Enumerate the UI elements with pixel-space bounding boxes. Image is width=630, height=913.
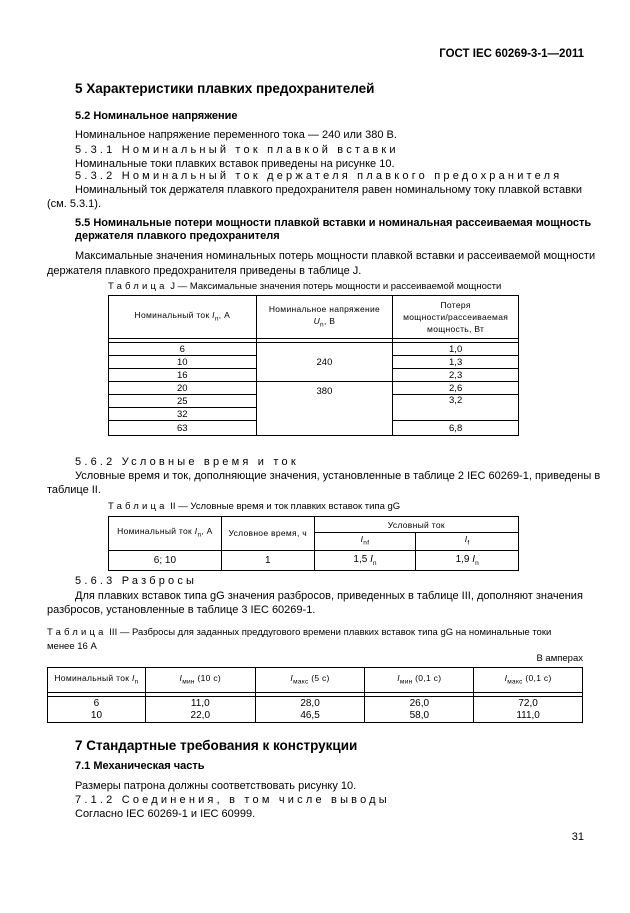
table-ii-caption: Таблица II — Условные время и ток плавких вставок типа gG (108, 501, 401, 512)
section-5-6-3-line2: разбросов, установленные в таблице 3 IEC 60269-1. (47, 604, 316, 616)
section-5-2-text: Номинальное напряжение переменного тока — 240 или 380 В. (75, 129, 397, 141)
table-j-header-voltage: Номинальное напряжение $U_n$, В (256, 296, 393, 339)
section-5-6-2-line2: таблице II. (47, 484, 101, 496)
table-row: 10 1,3 (109, 356, 519, 369)
table-row: 25 3,2 (109, 395, 519, 408)
table-j (108, 295, 519, 436)
section-7-title: 7 Стандартные требования к конструкции (75, 738, 358, 753)
table-row: 6 11,0 28,0 26,0 72,0 (48, 697, 583, 710)
table-ii-header-inf: $I_{nf}$ (314, 533, 416, 551)
section-5-5-line1: Максимальные значения номинальных потерь мощности плавкой вставки и рассеиваемой мощности (75, 250, 596, 262)
section-5-6-3-title: 5.6.3 Разбросы (75, 575, 198, 587)
table-j-header-current: Номинальный ток $I_n$, А (109, 296, 257, 339)
table-row: 6; 10 1 1,5 $I_n$ 1,9 $I_n$ (109, 550, 519, 570)
table-row: 63 6,8 (109, 421, 519, 436)
section-5-5-title: 5.5 Номинальные потери мощности плавкой вставки и номинальная рассеиваемая мощность (75, 217, 592, 229)
table-iii-units: В амперах (536, 653, 583, 664)
table-row: 20 380 2,6 (109, 382, 519, 395)
table-j-header-row (109, 296, 519, 339)
section-7-1-2-title: 7.1.2 Соединения, в том числе выводы (75, 794, 390, 806)
section-5-5-line2: держателя плавкого предохранителя приведены в таблице J. (47, 265, 362, 277)
page-number: 31 (571, 831, 584, 843)
table-row: 32 (109, 408, 519, 421)
section-5-3-2-line2: (см. 5.3.1). (47, 198, 102, 210)
table-row: 10 22,0 46,5 58,0 111,0 (48, 710, 583, 723)
table-j-header-power: Потеря мощности/рассеиваемая мощность, Вт (393, 296, 519, 339)
section-5-3-2-line1: Номинальный ток держателя плавкого предохранителя равен номинальному току плавкой вставки (75, 184, 582, 196)
section-5-3-1-text: Номинальные токи плавких вставок приведены на рисунке 10. (75, 158, 395, 170)
section-5-2-title: 5.2 Номинальное напряжение (75, 110, 238, 122)
section-7-1-text: Размеры патрона должны соответствовать рисунку 10. (75, 780, 357, 792)
table-j-caption: Таблица J — Максимальные значения потерь мощности и рассеиваемой мощности (108, 281, 502, 292)
table-iii-caption-cont: менее 16 А (47, 641, 97, 652)
section-5-6-2-title: 5.6.2 Условные время и ток (75, 456, 299, 468)
table-ii (108, 516, 519, 571)
section-5-3-1-title: 5.3.1 Номинальный ток плавкой вставки (75, 144, 399, 156)
section-5-3-2-title: 5.3.2 Номинальный ток держателя плавкого предохранителя (75, 170, 563, 182)
section-5-6-3-line1: Для плавких вставок типа gG значения разбросов, приведенных в таблице III, дополняют значения (75, 590, 583, 602)
section-5-5-title-cont: держателя плавкого предохранителя (75, 230, 280, 242)
table-ii-header-cond-current: Условный ток (314, 517, 518, 533)
document-header: ГОСТ IEC 60269-3-1—2011 (439, 48, 584, 60)
section-5-6-2-line1: Условные время и ток, дополняющие значения, установленные в таблице 2 IEC 60269-1, приведены в (75, 470, 601, 482)
table-ii-header-time: Условное время, ч (221, 517, 314, 551)
section-5-title: 5 Характеристики плавких предохранителей (75, 81, 375, 96)
table-iii-caption: Таблица III — Разбросы для заданных преддугового времени плавких вставок типа gG на номинальные токи (47, 627, 552, 638)
table-ii-header-if: $I_f$ (416, 533, 519, 551)
table-row: 16 2,3 (109, 369, 519, 382)
table-row: 6 240 1,0 (109, 343, 519, 356)
table-ii-header-current: Номинальный ток $I_n$, А (109, 517, 222, 551)
section-7-1-2-text: Согласно IEC 60269-1 и IEC 60999. (75, 808, 256, 820)
table-iii-header-row: Номинальный ток $I_n$ $I_{мин}$ (10 с) $I_{макс}$ (5 с) $I_{мин}$ (0,1 с) $I_{макс}$ (0,1 с) (48, 668, 583, 693)
table-iii (47, 667, 583, 723)
section-7-1-title: 7.1 Механическая часть (75, 760, 205, 772)
